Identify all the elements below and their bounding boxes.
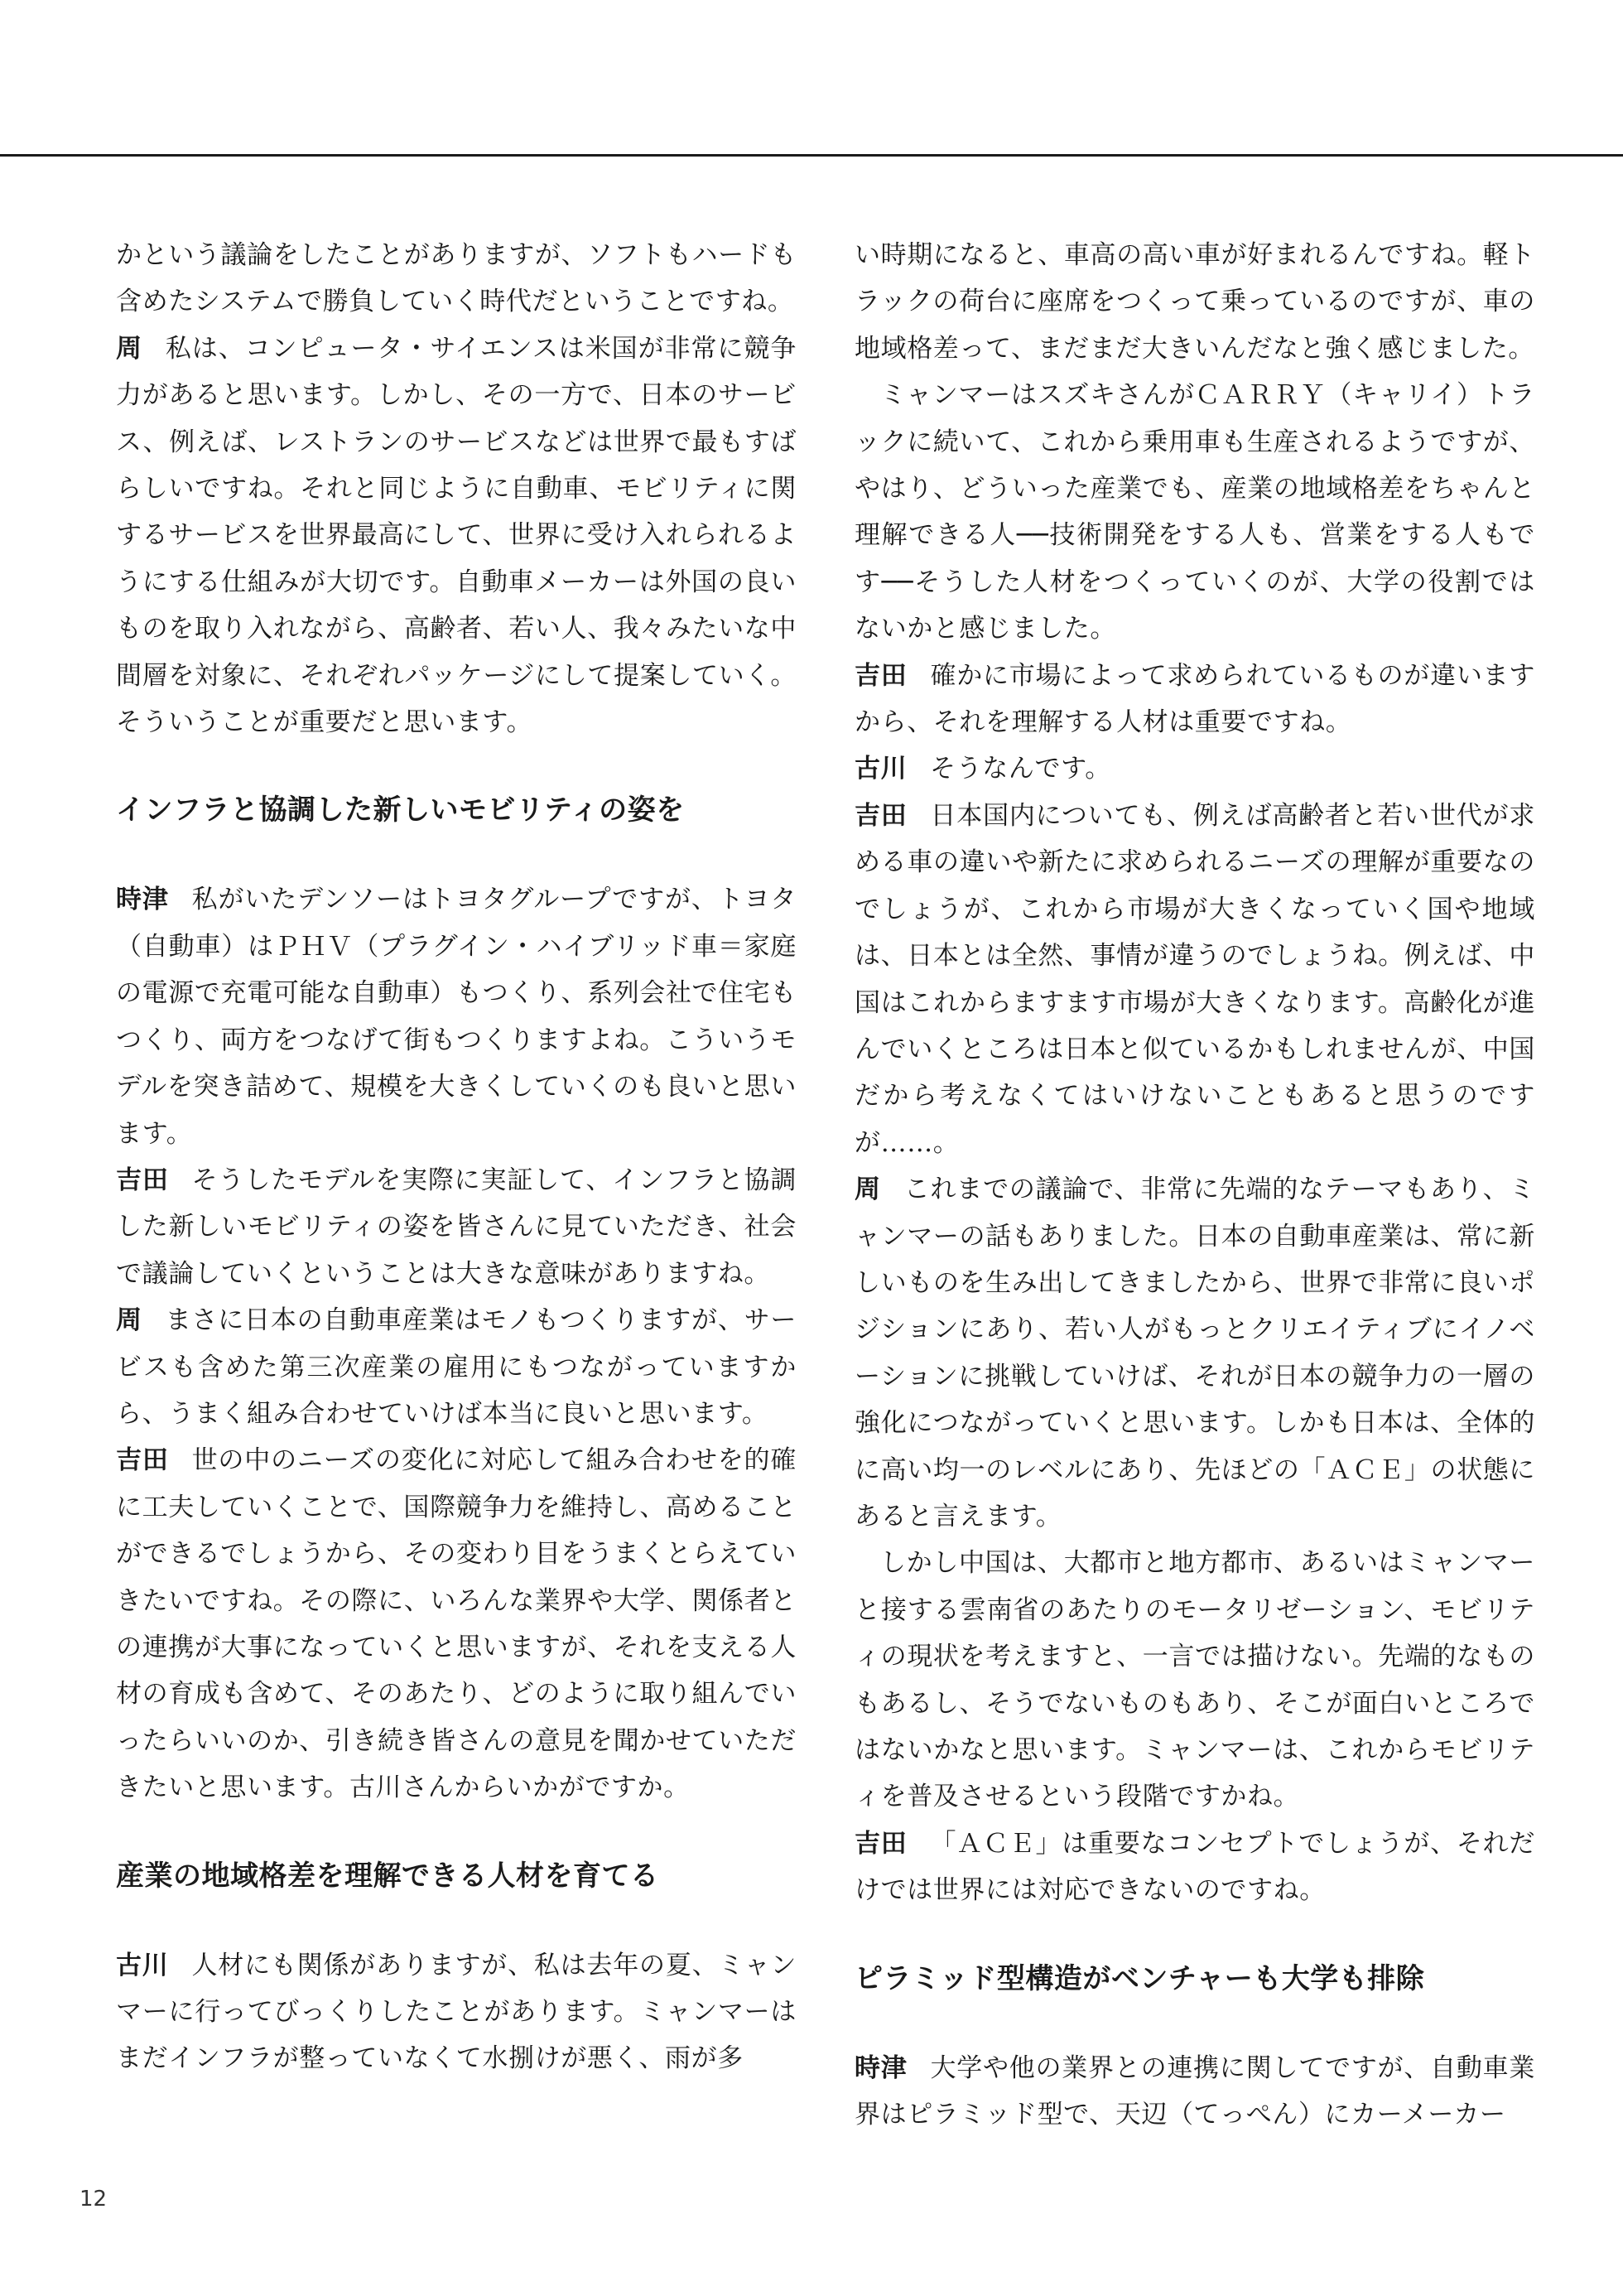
speaker-paragraph <box>855 793 1535 1166</box>
speaker-name: 吉田 <box>116 1445 169 1476</box>
speaker-paragraph <box>855 1821 1535 1914</box>
speaker-paragraph <box>855 653 1535 746</box>
body-paragraph: しかし中国は、大都市と地方都市、あるいはミャンマーと接する雲南省のあたりのモータリゼーション、モビリティの現状を考えますと、一言では描けない。先端的なものもあるし、そうでないものもあり、そこが面白いところではないかなと思います。ミャンマーは、これからモビリティを普及させるという段階ですかね。 <box>855 1548 1535 1812</box>
section-heading: ピラミッド型構造がベンチャーも大学も排除 <box>855 1961 1425 1995</box>
speaker-name: 古川 <box>855 754 908 784</box>
body-paragraph: い時期になると、車高の高い車が好まれるんですね。軽トラックの荷台に座席をつくって乗っているのですが、車の地域格差って、まだまだ大きいんだなと強く感じました。 <box>855 240 1535 364</box>
speech-text: そうしたモデルを実際に実証して、インフラと協調した新しいモビリティの姿を皆さんに見ていただき、社会で議論していくということは大きな意味がありますね。 <box>116 1165 797 1289</box>
speaker-name: 吉田 <box>855 660 908 691</box>
speaker-paragraph <box>116 326 797 746</box>
page-number: 12 <box>79 2187 108 2212</box>
right-column <box>855 232 1535 2138</box>
speaker-name: 吉田 <box>116 1165 169 1195</box>
speech-text: 確かに市場によって求められているものが違いますから、それを理解する人材は重要ですね。 <box>855 660 1535 738</box>
speaker-paragraph <box>855 2045 1535 2139</box>
speaker-paragraph <box>116 1297 797 1437</box>
speaker-paragraph <box>855 1166 1535 1540</box>
speaker-paragraph <box>855 745 1535 792</box>
top-rule <box>0 154 1623 157</box>
speaker-name: 古川 <box>116 1950 169 1980</box>
speech-text: 私は、コンピュータ・サイエンスは米国が非常に競争力があると思います。しかし、その一方で、日本のサービス、例えば、レストランのサービスなどは世界で最もすばらしいですね。それと同じように自動車、モビリティに関するサービスを世界最高にして、世界に受け入れられるようにする仕組みが大切です。自動車メーカーは外国の良いものを取り入れながら、高齢者、若い人、我々みたいな中間層を対象に、それぞれパッケージにして提案していく。そういうことが重要だと思います。 <box>116 333 797 738</box>
speaker-name: 周 <box>116 1305 142 1336</box>
speaker-paragraph <box>116 1157 797 1297</box>
section-heading: インフラと協調した新しいモビリティの姿を <box>116 793 685 827</box>
section-heading: 産業の地域格差を理解できる人材を育てる <box>116 1859 659 1893</box>
speaker-paragraph <box>116 1942 797 2082</box>
speaker-name: 周 <box>855 1175 881 1205</box>
body-paragraph: ミャンマーはスズキさんがＣＡＲＲＹ（キャリイ）トラックに続いて、これから乗用車も生産されるようですが、やはり、どういった産業でも、産業の地域格差をちゃんと理解できる人──技術開発をする人も、営業をする人もです──そうした人材をつくっていくのが、大学の役割ではないかと感じました。 <box>855 380 1535 644</box>
speech-text: 日本国内についても、例えば高齢者と若い世代が求める車の違いや新たに求められるニーズの理解が重要なのでしょうが、これから市場が大きくなっていく国や地域は、日本とは全然、事情が違うのでしょうね。例えば、中国はこれからますます市場が大きくなります。高齢化が進んでいくところは日本と似ているかもしれませんが、中国だから考えなくてはいけないこともあると思うのですが……。 <box>855 800 1535 1158</box>
speech-text: 「ＡＣＥ」は重要なコンセプトでしょうが、それだけでは世界には対応できないのですね。 <box>855 1828 1535 1906</box>
speech-text: 私がいたデンソーはトヨタグループですが、トヨタ（自動車）はＰＨＶ（プラグイン・ハイブリッド車＝家庭の電源で充電可能な自動車）もつくり、系列会社で住宅もつくり、両方をつなげて街もつくりますよね。こういうモデルを突き詰めて、規模を大きくしていくのも良いと思います。 <box>116 885 797 1149</box>
speaker-paragraph <box>116 876 797 1156</box>
left-column <box>116 232 797 2082</box>
speech-text: これまでの議論で、非常に先端的なテーマもあり、ミャンマーの話もありました。日本の自動車産業は、常に新しいものを生み出してきましたから、世界で非常に良いポジションにあり、若い人がもっとクリエイティブにイノベーションに挑戦していけば、それが日本の競争力の一層の強化につながっていくと思います。しかも日本は、全体的に高い均一のレベルにあり、先ほどの「ＡＣＥ」の状態にあると言えます。 <box>855 1175 1535 1531</box>
speaker-paragraph <box>116 1437 797 1811</box>
speech-text: そうなんです。 <box>930 754 1111 784</box>
speaker-name: 周 <box>116 333 142 364</box>
speech-text: まさに日本の自動車産業はモノもつくりますが、サービスも含めた第三次産業の雇用にもつながっていますから、うまく組み合わせていけば本当に良いと思います。 <box>116 1305 797 1429</box>
speech-text: 人材にも関係がありますが、私は去年の夏、ミャンマーに行ってびっくりしたことがあります。ミャンマーはまだインフラが整っていなくて水捌けが悪く、雨が多 <box>116 1950 797 2074</box>
speaker-name: 吉田 <box>855 800 908 831</box>
speaker-name: 時津 <box>116 885 169 915</box>
speaker-name: 時津 <box>855 2052 908 2083</box>
speaker-name: 吉田 <box>855 1828 908 1859</box>
speech-text: 大学や他の業界との連携に関してですが、自動車業界はピラミッド型で、天辺（てっぺん）にカーメーカー <box>855 2052 1535 2130</box>
body-paragraph: かという議論をしたことがありますが、ソフトもハードも含めたシステムで勝負していく時代だということですね。 <box>116 240 797 317</box>
speech-text: 世の中のニーズの変化に対応して組み合わせを的確に工夫していくことで、国際競争力を維持し、高めることができるでしょうから、その変わり目をうまくとらえていきたいですね。その際に、いろんな業界や大学、関係者との連携が大事になっていくと思いますが、それを支える人材の育成も含めて、そのあたり、どのように取り組んでいったらいいのか、引き続き皆さんの意見を聞かせていただきたいと思います。古川さんからいかがですか。 <box>116 1445 797 1803</box>
